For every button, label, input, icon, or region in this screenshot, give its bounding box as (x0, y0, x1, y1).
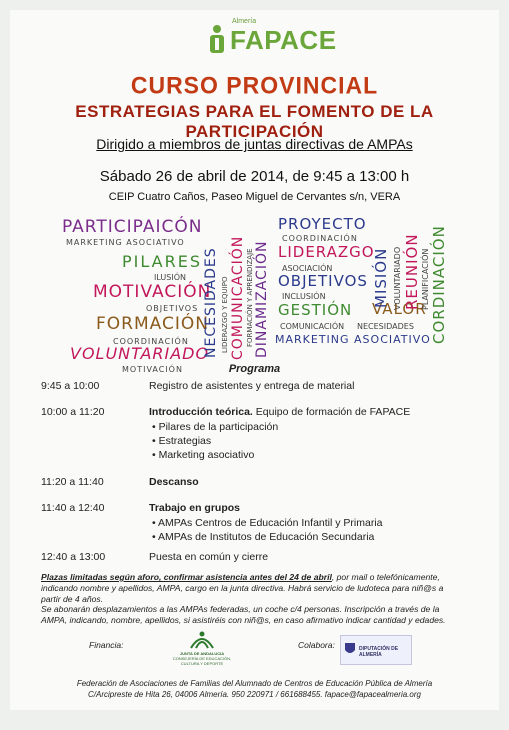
program-bullets (149, 516, 469, 544)
fapace-logo (206, 16, 337, 64)
cloud-word: OBJETIVOS (146, 304, 199, 313)
cloud-word: GESTIÓN (278, 301, 353, 319)
flyer-page (10, 10, 499, 710)
registration-text: , por mail o telefónicamente, indicando nombre y apellidos, AMPA, cargo en la junta directiva. Habrá servicio de ludoteca para niñ@s a partir de 4 años. (41, 572, 444, 604)
cloud-word: LIDERAZGO Y EQUIPO (221, 276, 229, 353)
footer-contact: C/Arcipreste de Hita 26, 04006 Almería. 950 220971 / 661688455. fapace@fapacealmeria.org (88, 690, 421, 699)
financia-label: Financia: (89, 640, 124, 650)
cloud-word: VALOR (372, 300, 427, 318)
fapace-figure-icon (206, 24, 228, 54)
list-item: • Marketing asociativo (161, 448, 469, 462)
diputacion-name: DIPUTACIÓN DE ALMERÍA (359, 646, 399, 658)
event-place: CEIP Cuatro Caños, Paseo Miguel de Cervantes s/n, VERA (108, 191, 401, 203)
program-desc (149, 406, 469, 462)
cloud-word: COORDINACIÓN (282, 234, 358, 243)
program-desc (149, 551, 469, 563)
footer (10, 678, 499, 700)
program-bold: Trabajo en grupos (149, 502, 241, 514)
cloud-word: INCLUSIÓN (282, 292, 326, 301)
diputacion-almeria-logo (340, 635, 412, 665)
program-desc (149, 476, 469, 488)
cloud-word: MOTIVACIÓN (122, 365, 183, 374)
cloud-word: ASOCIACIÓN (282, 264, 333, 273)
program-time: 11:40 a 12:40 (41, 502, 105, 514)
footer-organization: Federación de Asociaciones de Familias del Alumnado de Centros de Educación Pública de Almería (76, 679, 433, 688)
cloud-word: PLANIFICACIÓN (421, 248, 430, 310)
program-text: Registro de asistentes y entrega de material (149, 380, 355, 392)
program-text: Puesta en común y cierre (149, 551, 269, 563)
travel-note: Se abonarán desplazamientos a las AMPAs federadas, un coche c/4 personas. Inscripción a través de la AMPA, indicando, nombre, apellidos, si asistiréis con niñ@s, en caso afirmativo indicar cantidad y edades. (41, 604, 446, 625)
cloud-word: FORMACIÓN Y APRENDIZAJE (246, 248, 254, 347)
cloud-word: CORDINACIÓN (430, 225, 448, 344)
cloud-word: COMUNICACIÓN (280, 322, 345, 331)
cloud-word: ILUSIÓN (154, 273, 186, 282)
cloud-word: VOLUNTARIADO (393, 246, 402, 310)
cloud-word: MISIÓN (372, 247, 390, 308)
cloud-word: MOTIVACIÓN (93, 282, 212, 302)
list-item: • Pilares de la participación (161, 420, 469, 434)
program-desc (149, 380, 469, 392)
cloud-word: PROYECTO (278, 215, 367, 233)
cloud-word: MARKETING ASOCIATIVO (66, 238, 185, 247)
cloud-word: REUNIÓN (403, 233, 421, 310)
cloud-word: LIDERAZGO (278, 243, 375, 261)
colabora-label: Colabora: (298, 640, 335, 650)
cloud-word: MARKETING ASOCIATIVO (275, 333, 431, 346)
program-desc (149, 502, 469, 544)
list-item: • Estrategias (161, 434, 469, 448)
program-bold: Introducción teórica. (149, 406, 253, 418)
page-title: CURSO PROVINCIAL (130, 71, 379, 99)
cloud-word: COORDINACIÓN (113, 337, 189, 346)
cloud-word: FORMACIÓN (96, 314, 209, 334)
list-item: • AMPAs Centros de Educación Infantil y Primaria (161, 516, 469, 530)
logo-name: FAPACE (230, 25, 337, 55)
cloud-word: NECESIDADES (357, 322, 414, 331)
registration-note (41, 572, 461, 605)
program-text: Equipo de formación de FAPACE (252, 406, 411, 418)
cloud-word: NECESIDADES (203, 247, 219, 358)
cloud-word: COMUNICACIÓN (230, 235, 246, 360)
cloud-word: OBJETIVOS (278, 272, 368, 290)
page-subtitle: ESTRATEGIAS PARA EL FOMENTO DE LA PARTICIPACIÓN (75, 102, 434, 141)
list-item: • AMPAs de Institutos de Educación Secundaria (161, 530, 469, 544)
event-date: Sábado 26 de abril de 2014, de 9:45 a 13:00 h (99, 168, 410, 185)
program-time: 9:45 a 10:00 (41, 380, 100, 392)
program-bullets (149, 420, 469, 462)
junta-name: JUNTA DE ANDALUCIA (179, 651, 225, 656)
junta-department: CONSEJERÍA DE EDUCACIÓN, CULTURA Y DEPORTE (172, 656, 232, 666)
registration-deadline: Plazas limitadas según aforo, confirmar asistencia antes del 24 de abril (41, 572, 332, 582)
logo-location: Almería (232, 18, 257, 25)
program-time: 10:00 a 11:20 (41, 406, 105, 418)
cloud-word: PARTICIPAICÓN (62, 217, 203, 237)
diputacion-shield-icon (344, 642, 356, 656)
junta-andalucia-icon (187, 628, 217, 650)
cloud-word: PILARES (122, 252, 202, 271)
audience-text: Dirigido a miembros de juntas directivas de AMPAs (96, 136, 413, 152)
cloud-word: DINAMIZACIÓN (254, 240, 270, 358)
program-bold: Descanso (149, 476, 199, 488)
cloud-word: VOLUNTARIADO (70, 344, 210, 363)
junta-andalucia-logo (172, 628, 232, 668)
program-time: 12:40 a 13:00 (41, 551, 106, 563)
program-title: Programa (228, 363, 281, 375)
program-time: 11:20 a 11:40 (41, 476, 104, 488)
